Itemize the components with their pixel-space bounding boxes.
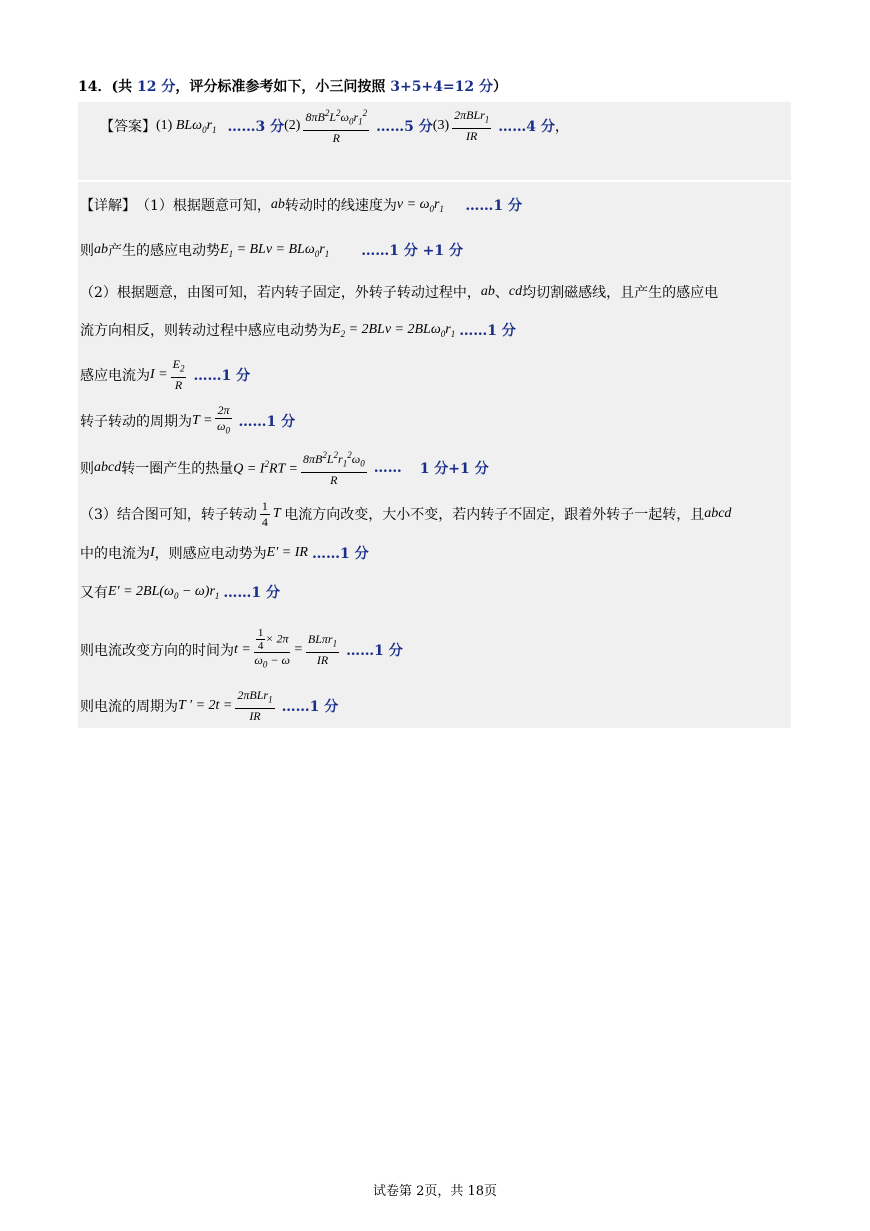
detail-l3-ab: ab (480, 284, 495, 299)
formula-quarter: $\frac{1}{4}$ (261, 498, 268, 529)
answer-part2-score: ……5 分 (376, 119, 433, 135)
detail-line-12 (80, 688, 338, 724)
answer-end: ， (554, 119, 569, 135)
answer-part1-formula: $BL\omega_0r_1$ (172, 117, 217, 135)
formula-t-lhs: T = (192, 413, 213, 428)
formula-i-frac: $\frac{E_2}{R}$ (172, 357, 185, 392)
detail-l3-sep: 、 (494, 285, 509, 301)
formula-v: $v = \omega_0r_1$ (396, 196, 444, 214)
detail-l9-text2: ，则感应电动势为 (154, 546, 267, 562)
detail-l2-score: ……1 分 +1 分 (361, 243, 464, 259)
formula-e-prime: E′ = IR (266, 545, 308, 560)
detail-l7-text: 则 (80, 461, 94, 477)
detail-l9-score: ……1 分 (311, 546, 369, 562)
formula-time-frac: $\frac{1}{4}$ × 2π $\omega_0 - \omega$ (254, 627, 290, 670)
detail-l7-abcd: abcd (94, 460, 122, 475)
formula-i-lhs: I = (150, 367, 168, 382)
detail-l9-text: 中的电流为 (80, 546, 150, 562)
question-heading (78, 76, 507, 96)
detail-l10-text: 又有 (80, 585, 108, 601)
detail-tag: 【详解】 (80, 198, 136, 214)
detail-line-9 (80, 543, 369, 563)
formula-e1: $E_1$ = BLv = $BL\omega_0r_1$ (220, 241, 330, 259)
detail-l1-text: （1）根据题意可知， (136, 198, 271, 214)
page-footer: 试卷第 2页，共 18页 (372, 1184, 498, 1199)
detail-l7-score: 1 分+1 分 (419, 461, 489, 477)
heading-suffix: ） (493, 79, 507, 95)
detail-line-7 (80, 450, 489, 486)
formula-time-result: $\frac{BL\pi r_1}{IR}$ (307, 632, 338, 667)
formula-period-lhs: T ′ = 2t = (178, 698, 233, 713)
detail-l5-score: ……1 分 (193, 368, 251, 384)
answer-part3-formula: $\frac{2\pi BLr_1}{IR}$ (454, 108, 490, 143)
detail-l7-dots: …… (373, 460, 402, 476)
detail-l7-text2: 转一圈产生的热量 (121, 461, 234, 477)
formula-e-prime-2: $E' = 2BL(\omega_0 - \omega)r_1$ (108, 583, 220, 601)
detail-l4-score: ……1 分 (459, 323, 516, 339)
detail-l1-text2: 转动时的线速度为 (284, 198, 397, 214)
detail-l1-ab: ab (270, 197, 285, 212)
detail-line-1 (80, 195, 522, 215)
detail-line-8 (80, 496, 731, 532)
detail-l11-score: ……1 分 (346, 643, 403, 659)
heading-mid: ，评分标准参考如下，小三问按照 (175, 79, 391, 95)
detail-line-3 (80, 282, 718, 302)
detail-line-6 (80, 402, 295, 440)
heading-prefix: 14．(共 (78, 79, 137, 95)
detail-l2-ab: ab (94, 242, 108, 257)
formula-t-frac: $\frac{2\pi}{\omega_0}$ (217, 403, 230, 436)
detail-l3-cd: cd (508, 284, 523, 299)
detail-line-10 (80, 582, 280, 602)
answer-part2-label: (2) (284, 118, 301, 133)
formula-time-lhs: t = (234, 642, 251, 657)
formula-e2: $E_2 = 2BLv = 2BL\omega_0r_1$ (332, 321, 456, 339)
detail-l8-text2: 电流方向改变，大小不变，若内转子不固定，跟着外转子一起转，且 (284, 507, 705, 523)
formula-q-lhs: $Q = I^2RT$ = (233, 458, 298, 477)
detail-l9-i: I (150, 545, 155, 560)
formula-period-frac: $\frac{2\pi BLr_1}{IR}$ (237, 688, 273, 723)
detail-line-2 (80, 240, 463, 260)
detail-l8-text: （3）结合图可知，转子转动 (80, 507, 257, 523)
detail-line-4 (80, 320, 516, 340)
detail-l10-score: ……1 分 (223, 585, 281, 601)
formula-time-eq: = (293, 642, 303, 657)
detail-l3-text2: 均切割磁感线，且产生的感应电 (522, 285, 719, 301)
detail-l2-text2: 产生的感应电动势 (108, 243, 220, 259)
answer-part1-score: ……3 分 (227, 119, 285, 135)
detail-l3-text: （2）根据题意，由图可知，若内转子固定，外转子转动过程中， (80, 285, 481, 301)
answer-line (100, 108, 569, 145)
detail-l2-text: 则 (80, 243, 94, 259)
detail-l5-text: 感应电流为 (80, 368, 150, 384)
answer-part1-label: (1) (156, 118, 173, 133)
answer-part3-score: ……4 分 (498, 119, 555, 135)
detail-l6-score: ……1 分 (238, 414, 296, 430)
detail-l6-text: 转子转动的周期为 (80, 414, 192, 430)
answer-part2-formula: $\frac{8\pi B^2L^2\omega_0r_1^2}{R}$ (305, 108, 368, 145)
detail-l8-abcd: abcd (704, 506, 732, 521)
detail-l12-text: 则电流的周期为 (80, 699, 178, 715)
detail-l1-score: ……1 分 (465, 198, 523, 214)
detail-line-5 (80, 358, 250, 392)
detail-l11-text: 则电流改变方向的时间为 (80, 643, 234, 659)
detail-l4-text: 流方向相反，则转动过程中感应电动势为 (80, 323, 332, 339)
heading-split: 3+5+4=12 分 (390, 79, 493, 95)
answer-tag: 【答案】 (100, 119, 156, 135)
formula-q-frac: $\frac{8\pi B^2L^2r_1^2\omega_0}{R}$ (303, 450, 365, 487)
answer-part3-label: (3) (432, 118, 450, 133)
detail-l12-score: ……1 分 (281, 699, 339, 715)
detail-line-11 (80, 622, 403, 678)
heading-points: 12 分 (136, 79, 176, 95)
formula-quarter-t: T (272, 506, 285, 521)
